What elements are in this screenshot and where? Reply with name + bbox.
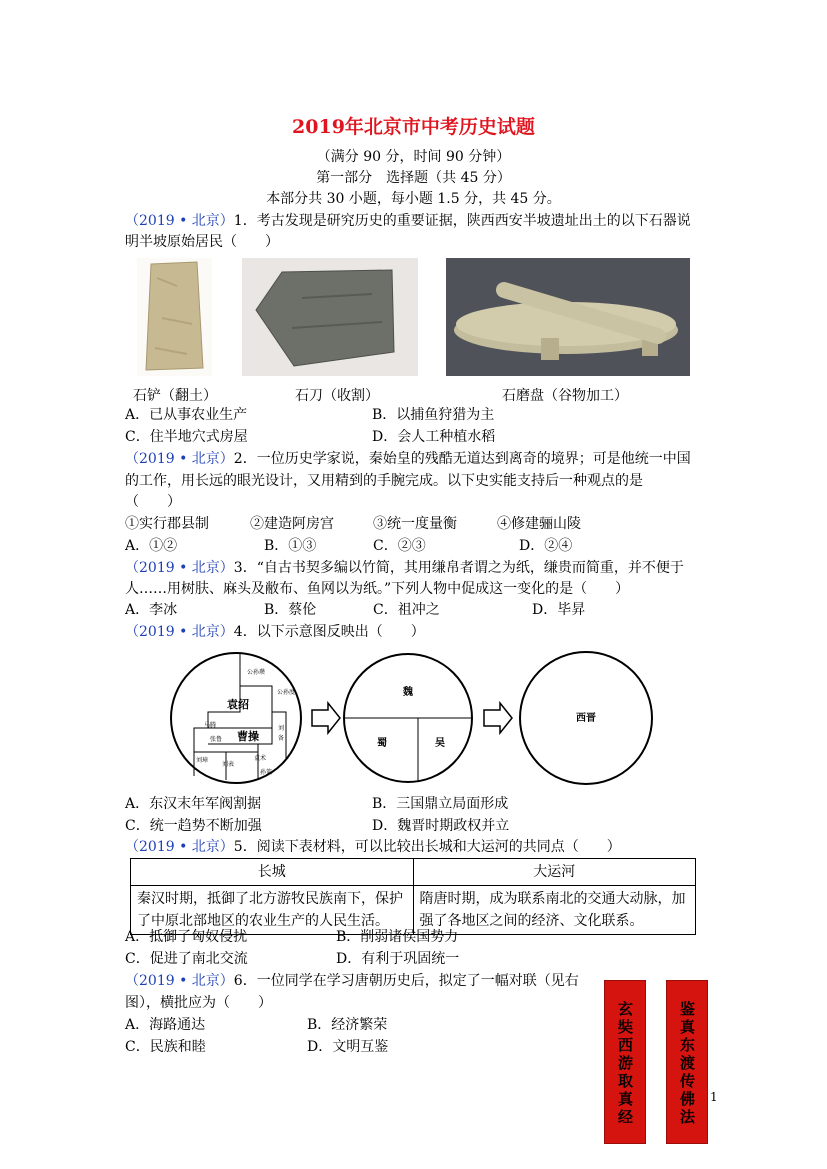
q1-option-a: A．已从事农业生产: [125, 407, 248, 423]
q2-option-b: B．①③: [264, 538, 317, 554]
q2-option-d: D．②④: [519, 538, 573, 554]
q2-item-2: ②建造阿房宫: [250, 516, 334, 532]
map-label-bei: 备: [277, 735, 285, 742]
q3-option-d: D．毕昇: [532, 602, 586, 618]
map-label-liu: 刘: [277, 725, 285, 732]
table-cell-great-wall: 秦汉时期，抵御了北方游牧民族南下，保护了中原北部地区的农业生产的人民生活。: [131, 886, 414, 935]
q1-option-b: B．以捕鱼狩猎为主: [372, 407, 495, 423]
map-label-gongsundu: 公孙度: [276, 689, 296, 696]
q3-option-b: B．蔡伦: [264, 602, 317, 618]
couplet-left: [604, 980, 646, 1144]
map-label-wei: 魏: [403, 687, 413, 698]
map-label-mateng: 马腾: [203, 722, 217, 729]
q6-stem-cont: 图），横批应为（ ）: [125, 995, 272, 1011]
grinding-slab-image: [446, 258, 690, 376]
q6-source: （2019 • 北京）: [125, 973, 234, 989]
q2-stem-cont: 的工作，用长远的眼光设计，又用精到的手腕完成。以下史实能支持后一种观点的是: [125, 473, 643, 489]
three-kingdoms-diagram: [168, 648, 658, 788]
q4-option-d: D．魏晋时期政权并立: [372, 818, 510, 834]
exam-meta-instructions: 本部分共 30 小题，每小题 1.5 分，共 45 分。: [266, 191, 561, 207]
q6-stem: （2019 • 北京）6．一位同学在学习唐朝历史后，拟定了一幅对联（见右: [125, 973, 579, 989]
stone-knife-image: [242, 258, 418, 376]
q4-stem: （2019 • 北京）4．以下示意图反映出（ ）: [125, 624, 425, 640]
q2-stem: （2019 • 北京）2．一位历史学家说，秦始皇的残酷无道达到离奇的境界；可是他统一中国: [125, 451, 691, 467]
couplet-right-text: 鉴真东渡传佛法: [678, 1001, 696, 1127]
exam-meta-score: （满分 90 分，时间 90 分钟）: [316, 149, 511, 165]
q2-option-c: C．②③: [373, 538, 426, 554]
q2-item-4: ④修建骊山陵: [497, 516, 581, 532]
q1-stem: （2019 • 北京）1．考古发现是研究历史的重要证据，陕西西安半坡遗址出土的以下石器说: [125, 213, 691, 229]
map-label-liuzhang: 刘璋: [195, 757, 209, 764]
q2-item-3: ③统一度量衡: [373, 516, 457, 532]
map-label-liubiao: 刘表: [221, 761, 235, 768]
caption-shovel: 石铲（翻土）: [133, 388, 217, 404]
stone-shovel-image: [137, 258, 212, 376]
page-title: 2019年北京市中考历史试题: [292, 116, 535, 138]
q1-option-d: D．会人工种植水稻: [372, 429, 496, 445]
couplet-right: [666, 980, 708, 1144]
q3-option-c: C．祖冲之: [373, 602, 440, 618]
q6-option-c: C．民族和睦: [125, 1039, 206, 1055]
map-label-caocao: 曹操: [237, 730, 259, 743]
table-cell-grand-canal: 隋唐时期，成为联系南北的交通大动脉，加强了各地区之间的经济、文化联系。: [413, 886, 696, 935]
exam-meta-section: 第一部分 选择题（共 45 分）: [316, 170, 511, 186]
q5-stem: （2019 • 北京）5．阅读下表材料，可以比较出长城和大运河的共同点（ ）: [125, 839, 621, 855]
q2-item-1: ①实行郡县制: [125, 516, 209, 532]
q2-stem-cont2: （ ）: [125, 494, 181, 510]
q5-option-b: B．削弱诸侯国势力: [336, 929, 459, 945]
page-number: 1: [710, 1090, 718, 1104]
q5-source: （2019 • 北京）: [125, 839, 234, 855]
caption-knife: 石刀（收割）: [295, 388, 379, 404]
map-label-wu: 吴: [435, 738, 445, 749]
q1-source: （2019 • 北京）: [125, 213, 234, 229]
map-label-gongsunzan: 公孙瓒: [246, 669, 266, 676]
q6-option-d: D．文明互鉴: [307, 1039, 389, 1055]
q5-option-d: D．有利于巩固统一: [336, 951, 460, 967]
q5-option-c: C．促进了南北交流: [125, 951, 248, 967]
q2-source: （2019 • 北京）: [125, 451, 234, 467]
q1-stem-cont: 明半坡原始居民（ ）: [125, 234, 279, 250]
q4-option-a: A．东汉末年军阀割据: [125, 796, 262, 812]
table-header-grand-canal: 大运河: [413, 859, 696, 886]
map-label-sunce: 孙策: [259, 769, 273, 776]
q5-option-a: A．抵御了匈奴侵扰: [125, 929, 248, 945]
q3-source: （2019 • 北京）: [125, 560, 234, 576]
q1-option-c: C．住半地穴式房屋: [125, 429, 248, 445]
q4-option-b: B．三国鼎立局面形成: [372, 796, 509, 812]
q5-comparison-table: [130, 858, 696, 935]
q3-stem: （2019 • 北京）3．“自古书契多编以竹简，其用缣帛者谓之为纸，缣贵而简重，并不便于: [125, 560, 684, 576]
q2-option-a: A．①②: [125, 538, 178, 554]
q6-option-a: A．海路通达: [125, 1017, 206, 1033]
couplet-left-text: 玄奘西游取真经: [616, 1001, 634, 1127]
map-label-yuanshao: 袁绍: [227, 698, 249, 711]
table-header-great-wall: 长城: [131, 859, 414, 886]
caption-grinding-slab: 石磨盘（谷物加工）: [502, 388, 628, 404]
map-label-zhanglu: 张鲁: [209, 736, 223, 743]
map-label-yuanshu: 袁术: [253, 755, 267, 762]
map-label-shu: 蜀: [377, 738, 387, 749]
map-label-western-jin: 西晋: [576, 713, 596, 724]
q4-source: （2019 • 北京）: [125, 624, 234, 640]
q6-option-b: B．经济繁荣: [307, 1017, 388, 1033]
q3-option-a: A．李冰: [125, 602, 178, 618]
q4-option-c: C．统一趋势不断加强: [125, 818, 262, 834]
q3-stem-cont: 人……用树肤、麻头及敝布、鱼网以为纸。”下列人物中促成这一变化的是（ ）: [125, 581, 630, 597]
